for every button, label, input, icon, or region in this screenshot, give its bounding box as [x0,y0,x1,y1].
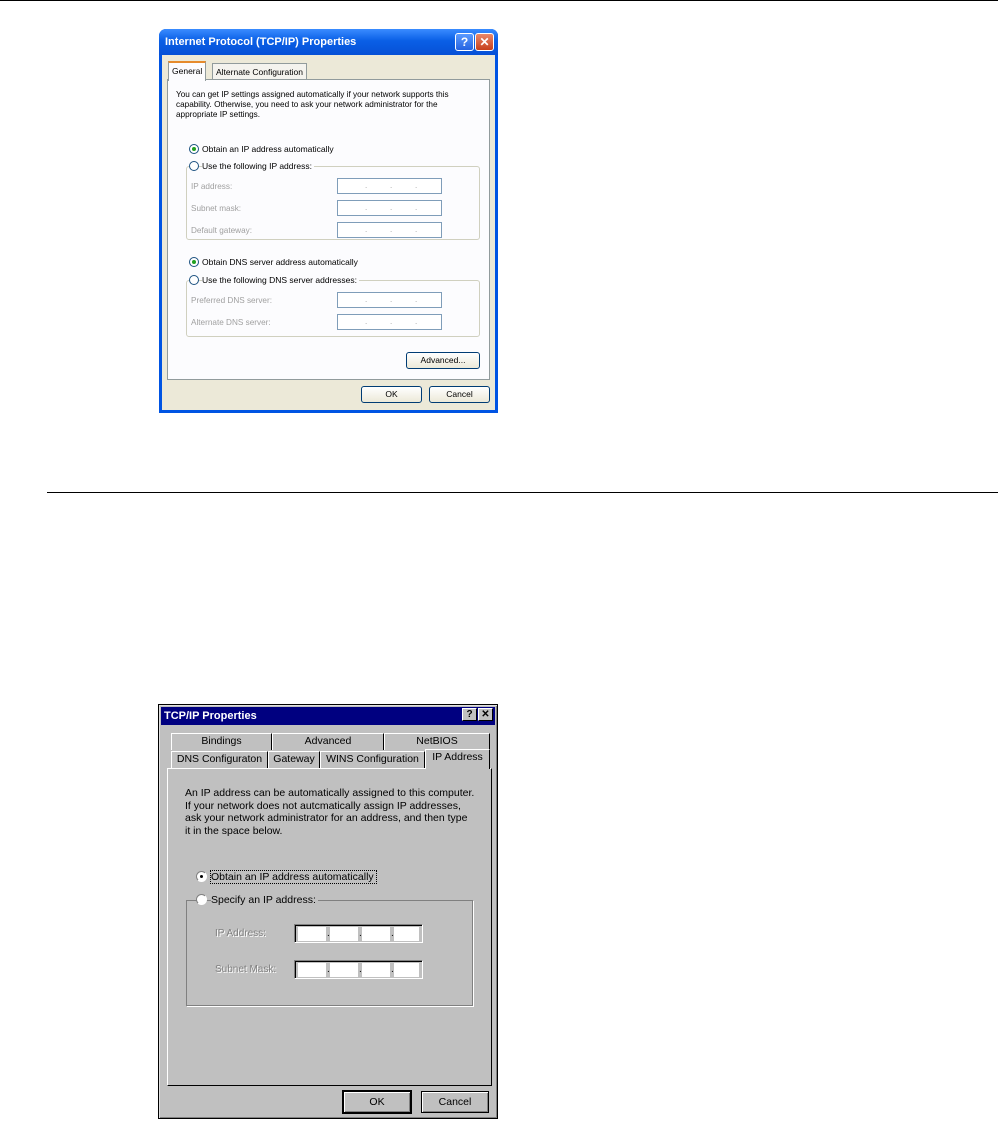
tab-ip-address[interactable]: IP Address [425,749,490,769]
xp-description: You can get IP settings assigned automatically if your network supports this capability. Otherwise, you need to ask your network administrator for the appropriate IP settings. [176,90,449,119]
section-divider [47,492,998,493]
tab-advanced[interactable]: Advanced [272,733,384,750]
input-ip-address[interactable]: . . . [337,178,442,194]
input-subnet-mask[interactable]: . . . [294,960,423,979]
label-use-following-ip[interactable]: Use the following IP address: [202,161,312,171]
top-rule [0,0,998,1]
w9-tcpip-dialog [158,704,498,1119]
close-icon[interactable]: ✕ [478,708,493,721]
xp-client-area [162,55,495,410]
radio-specify-ip[interactable] [196,894,207,905]
label-obtain-ip-auto[interactable]: Obtain an IP address automatically [202,144,334,154]
radio-obtain-ip-auto[interactable] [196,871,207,882]
tab-bindings[interactable]: Bindings [171,733,272,750]
input-preferred-dns[interactable]: . . . [337,292,442,308]
xp-ok-button[interactable]: OK [361,386,422,403]
help-icon[interactable]: ? [455,33,474,51]
xp-cancel-button[interactable]: Cancel [429,386,490,403]
tab-dns-configuration[interactable]: DNS Configuraton [171,751,268,768]
tab-general[interactable]: General [168,61,206,81]
label-alternate-dns: Alternate DNS server: [191,318,271,327]
label-specify-ip[interactable]: Specify an IP address: [211,894,316,906]
close-icon[interactable]: ✕ [475,33,494,51]
label-ip-address: IP address: [191,182,233,191]
input-ip-address[interactable]: . . . [294,924,423,943]
input-subnet-mask[interactable]: . . . [337,200,442,216]
xp-title-bar [159,29,498,55]
help-icon[interactable]: ? [462,708,477,721]
w9-description: An IP address can be automatically assigned to this computer. If your network does not autcmatically assign IP addresses, ask your network administrator for an address, and then type it in the space below. [185,787,475,837]
label-obtain-ip-auto[interactable]: Obtain an IP address automatically [211,871,374,883]
radio-use-following-dns[interactable] [189,275,199,285]
input-default-gateway[interactable]: . . . [337,222,442,238]
tab-netbios[interactable]: NetBIOS [384,733,490,750]
radio-use-following-ip[interactable] [189,161,199,171]
label-subnet-mask: Subnet mask: [191,204,242,213]
tab-wins-configuration[interactable]: WINS Configuration [320,751,425,768]
label-obtain-dns-auto[interactable]: Obtain DNS server address automatically [202,257,358,267]
w9-cancel-button[interactable]: Cancel [421,1091,489,1113]
xp-general-panel [167,79,490,380]
input-alternate-dns[interactable]: . . . [337,314,442,330]
advanced-button[interactable]: Advanced... [406,352,480,369]
w9-ok-button[interactable]: OK [343,1091,411,1113]
label-ip-address: IP Address: [215,928,266,939]
radio-obtain-ip-auto[interactable] [189,144,199,154]
label-subnet-mask: Subnet Mask: [215,964,277,975]
label-use-following-dns[interactable]: Use the following DNS server addresses: [202,275,357,285]
w9-title-bar [161,707,495,725]
tab-gateway[interactable]: Gateway [268,751,320,768]
label-preferred-dns: Preferred DNS server: [191,296,272,305]
label-default-gateway: Default gateway: [191,226,252,235]
w9-title-text: TCP/IP Properties [164,710,257,722]
tab-alternate-configuration[interactable]: Alternate Configuration [212,63,307,80]
w9-specify-group [186,900,473,1006]
radio-obtain-dns-auto[interactable] [189,257,199,267]
xp-title-text: Internet Protocol (TCP/IP) Properties [165,36,357,48]
xp-tcpip-dialog [159,29,498,413]
